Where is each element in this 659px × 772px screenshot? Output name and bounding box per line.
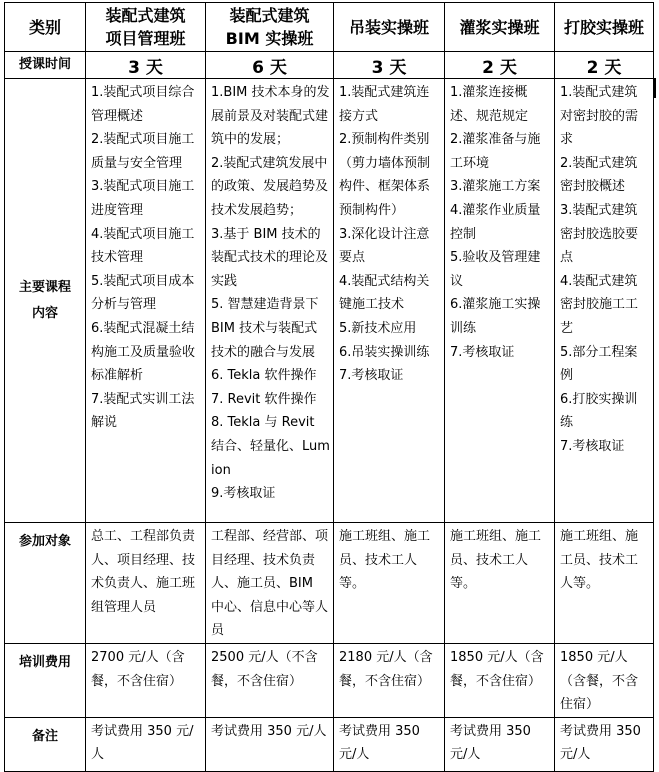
content-course-5 bbox=[555, 79, 654, 523]
remark-value: 考试费用 350 元/人 bbox=[555, 717, 654, 771]
duration-value: 6 天 bbox=[206, 52, 334, 79]
remark-value: 考试费用 350 元/人 bbox=[86, 717, 206, 771]
content-row bbox=[5, 79, 654, 523]
content-item: 2.装配式项目施工质量与安全管理 bbox=[91, 132, 195, 171]
content-item: 7. Revit 软件操作 bbox=[211, 391, 317, 407]
audience-value: 施工班组、施工员、技术工人等。 bbox=[445, 523, 555, 644]
audience-value: 工程部、经营部、项目经理、技术负责人、施工员、BIM 中心、信息中心等人员 bbox=[206, 523, 334, 644]
content-item: 5.验收及管理建议 bbox=[450, 250, 541, 289]
content-label: 主要课程 内容 bbox=[5, 79, 86, 523]
audience-value: 施工班组、施工员、技术工人等。 bbox=[334, 523, 445, 644]
content-item: 8. Tekla 与 Revit 结合、轻量化、Lumion bbox=[211, 415, 330, 478]
content-item: 6.灌浆施工实操训练 bbox=[450, 297, 541, 336]
content-item: 6.吊装实操训练 bbox=[339, 344, 430, 360]
content-item: 2.装配式建筑密封胶概述 bbox=[560, 155, 638, 195]
content-item: 4.装配式项目施工技术管理 bbox=[91, 226, 195, 266]
content-item: 5. 智慧建造背景下 BIM 技术与装配式技术的融合与发展 bbox=[211, 297, 319, 360]
content-item: 3.装配式建筑密封胶选胶要点 bbox=[560, 202, 639, 266]
audience-label: 参加对象 bbox=[5, 523, 86, 644]
remark-value: 考试费用 350 元/人 bbox=[445, 717, 555, 771]
duration-value: 2 天 bbox=[555, 52, 654, 79]
fee-row bbox=[5, 643, 654, 717]
content-item: 3.深化设计注意要点 bbox=[339, 226, 430, 266]
audience-row bbox=[5, 523, 654, 644]
content-item: 6.装配式混凝土结构施工及质量验收标准解析 bbox=[91, 320, 196, 384]
content-item: 7.考核取证 bbox=[560, 438, 625, 454]
content-item: 4.装配式结构关键施工技术 bbox=[339, 273, 430, 313]
content-item: 9.考核取证 bbox=[211, 486, 276, 502]
duration-value: 3 天 bbox=[86, 52, 206, 79]
fee-value: 1850 元/人（含餐，不含住宿） bbox=[445, 643, 555, 717]
header-category: 类别 bbox=[5, 3, 86, 52]
fee-value: 1850 元/人（含餐，不含住宿） bbox=[555, 643, 654, 717]
audience-value: 总工、工程部负责人、项目经理、技术负责人、施工班组管理人员 bbox=[86, 523, 206, 644]
remark-value: 考试费用 350 元/人 bbox=[334, 717, 445, 771]
content-course-2 bbox=[206, 79, 334, 523]
remark-label: 备注 bbox=[5, 717, 86, 771]
duration-value: 2 天 bbox=[445, 52, 555, 79]
fee-value: 2700 元/人（含餐，不含住宿） bbox=[86, 643, 206, 717]
content-item: 4.装配式建筑密封胶施工工艺 bbox=[560, 273, 639, 336]
content-item: 2.预制构件类别（剪力墙体预制构件、框架体系预制构件） bbox=[339, 132, 431, 218]
content-item: 1.BIM 技术本身的发展前景及对装配式建筑中的发展； bbox=[211, 85, 330, 148]
header-row bbox=[5, 3, 654, 52]
content-item: 1.装配式项目综合管理概述 bbox=[91, 85, 195, 124]
content-item: 1.灌浆连接概述、规范规定 bbox=[450, 85, 529, 124]
content-item: 2.灌浆准备与施工环境 bbox=[450, 132, 541, 171]
remark-row bbox=[5, 717, 654, 771]
content-item: 7.考核取证 bbox=[339, 368, 404, 384]
duration-label: 授课时间 bbox=[5, 52, 86, 79]
remark-value: 考试费用 350 元/人 bbox=[206, 717, 334, 771]
edge-mark bbox=[654, 78, 656, 98]
content-item: 5.部分工程案例 bbox=[560, 344, 638, 384]
duration-value: 3 天 bbox=[334, 52, 445, 79]
content-item: 3.灌浆施工方案 bbox=[450, 179, 541, 195]
fee-value: 2500 元/人（不含餐，不含住宿） bbox=[206, 643, 334, 717]
content-item: 7.装配式实训工法解说 bbox=[91, 391, 195, 431]
content-item: 1.装配式建筑连接方式 bbox=[339, 85, 430, 124]
header-course-2: 装配式建筑 BIM 实操班 bbox=[206, 3, 334, 52]
content-course-4 bbox=[445, 79, 555, 523]
content-item: 2.装配式建筑发展中的政策、发展趋势及技术发展趋势； bbox=[211, 155, 329, 218]
fee-label: 培训费用 bbox=[5, 643, 86, 717]
header-course-3: 吊装实操班 bbox=[334, 3, 445, 52]
fee-value: 2180 元/人（含餐，不含住宿） bbox=[334, 643, 445, 717]
header-course-4: 灌浆实操班 bbox=[445, 3, 555, 52]
audience-value: 施工班组、施工员、技术工人等。 bbox=[555, 523, 654, 644]
content-course-1 bbox=[86, 79, 206, 523]
header-course-5: 打胶实操班 bbox=[555, 3, 654, 52]
course-table bbox=[4, 2, 654, 772]
content-item: 3.装配式项目施工进度管理 bbox=[91, 179, 195, 218]
content-item: 7.考核取证 bbox=[450, 344, 515, 360]
content-item: 5.新技术应用 bbox=[339, 320, 417, 336]
content-item: 6. Tekla 软件操作 bbox=[211, 368, 317, 384]
content-item: 4.灌浆作业质量控制 bbox=[450, 202, 541, 242]
header-course-1: 装配式建筑 项目管理班 bbox=[86, 3, 206, 52]
content-course-3 bbox=[334, 79, 445, 523]
content-item: 6.打胶实操训练 bbox=[560, 391, 638, 431]
content-item: 1.装配式建筑对密封胶的需求 bbox=[560, 85, 639, 148]
duration-row bbox=[5, 52, 654, 79]
content-item: 5.装配式项目成本分析与管理 bbox=[91, 273, 195, 313]
content-item: 3.基于 BIM 技术的装配式技术的理论及实践 bbox=[211, 226, 329, 289]
